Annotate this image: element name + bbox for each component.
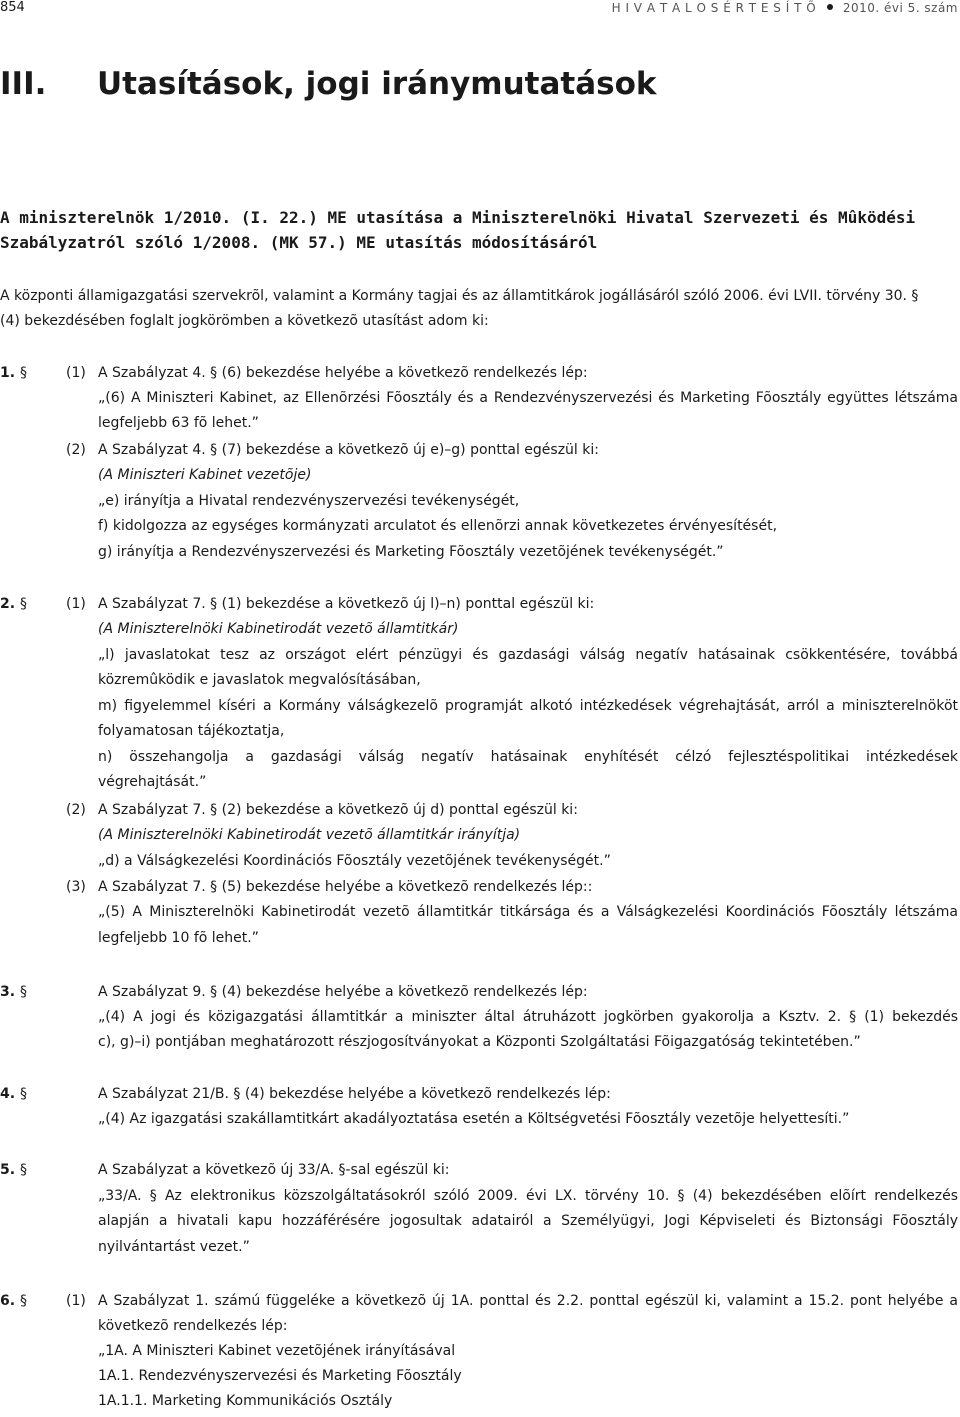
journal-name: H I V A T A L O S É R T E S Í T Õ <box>611 1 817 15</box>
text-line: „1A. A Miniszteri Kabinet vezetõjének irányításával <box>98 1343 456 1359</box>
section-number: 6. <box>0 1293 16 1309</box>
text-line: „l) javaslatokat tesz az országot elért pénzügyi és gazdasági válság negatív hatásainak csökkentésére, továbbá <box>98 647 958 663</box>
chapter-title: Utasítások, jogi iránymutatások <box>97 66 657 102</box>
section-sign: § <box>20 1162 27 1178</box>
section-sign: § <box>20 1086 27 1102</box>
running-head <box>612 0 958 16</box>
subsection-number: (3) <box>66 879 86 895</box>
section-sign: § <box>20 365 27 381</box>
text-line: A Szabályzat 7. § (5) bekezdése helyébe a következõ rendelkezés lép:: <box>98 879 593 895</box>
text-line: 1A.1.1. Marketing Kommunikációs Osztály <box>98 1393 393 1409</box>
text-line: m) figyelemmel kíséri a Kormány válságkezelõ programját alkotó intézkedések végrehajtását, arról a miniszterelnököt <box>98 698 958 714</box>
text-line: közremûködik e javaslatok megvalósításában, <box>98 672 421 688</box>
text-line: A Szabályzat 4. § (6) bekezdése helyébe a következõ rendelkezés lép: <box>98 365 588 381</box>
section-sign: § <box>20 984 27 1000</box>
text-line: alapján a hivatali kapu hozzáférésére jogosultak adatairól a Személyügyi, Jogi Képviseleti és Biztonsági Fõosztály <box>98 1213 958 1229</box>
chapter-heading <box>0 64 960 104</box>
text-line: f) kidolgozza az egységes kormányzati arculatot és ellenõrzi annak következetes érvényesítését, <box>98 518 778 534</box>
title-line: Szabályzatról szóló 1/2008. (MK 57.) ME utasítás módosításáról <box>0 233 598 252</box>
text-line: g) irányítja a Rendezvényszervezési és Marketing Fõosztály vezetõjének tevékenységét.” <box>98 544 724 560</box>
subsection-number: (1) <box>66 596 86 612</box>
text-line: „(5) A Miniszterelnöki Kabinetirodát vezetõ államtitkár titkársága és a Válságkezelési Koordinációs Fõosztály létszáma <box>98 904 958 920</box>
text-line: „d) a Válságkezelési Koordinációs Fõosztály vezetõjének tevékenységét.” <box>98 853 611 869</box>
text-line: végrehajtását.” <box>98 774 207 790</box>
text-line: A Szabályzat 9. § (4) bekezdése helyébe a következõ rendelkezés lép: <box>98 984 588 1000</box>
text-line: n) összehangolja a gazdasági válság negatív hatásainak enyhítését célzó fejlesztéspolitikai intézkedések <box>98 749 958 765</box>
text-line: A Szabályzat 7. § (2) bekezdése a következõ új d) ponttal egészül ki: <box>98 802 578 818</box>
preamble-line: A központi államigazgatási szervekrõl, valamint a Kormány tagjai és az államtitkárok jogállásáról szóló 2006. évi LVII. törvény 30. § <box>0 288 919 304</box>
section-number: 2. <box>0 596 16 612</box>
text-line: 1A.1. Rendezvényszervezési és Marketing Fõosztály <box>98 1368 462 1384</box>
text-line: A Szabályzat 1. számú függeléke a következõ új 1A. ponttal és 2.2. ponttal egészül ki, valamint a 15.2. pont helyébe a <box>98 1293 958 1309</box>
preamble <box>0 284 960 334</box>
page-number: 854 <box>0 0 25 15</box>
section-sign: § <box>20 596 27 612</box>
title-line: A miniszterelnök 1/2010. (I. 22.) ME utasítása a Miniszterelnöki Hivatal Szervezeti és Mûködési <box>0 208 916 227</box>
text-line: „33/A. § Az elektronikus közszolgáltatásokról szóló 2009. évi LX. törvény 10. § (4) bekezdésében elõírt rendelkezés <box>98 1188 958 1204</box>
bullet-dot-icon <box>827 4 833 10</box>
text-line: következõ rendelkezés lép: <box>98 1318 288 1334</box>
text-line: „(4) A jogi és közigazgatási államtitkár a miniszter által átruházott jogkörben gyakorolja a Ksztv. 2. § (1) bekezdés <box>98 1009 958 1025</box>
subsection-number: (1) <box>66 365 86 381</box>
text-line: nyilvántartást vezet.” <box>98 1239 250 1255</box>
text-line: „(6) A Miniszteri Kabinet, az Ellenõrzési Fõosztály és a Rendezvényszervezési és Marketing Fõosztály együttes létszáma <box>98 390 958 406</box>
preamble-line: (4) bekezdésében foglalt jogkörömben a következõ utasítást adom ki: <box>0 313 489 329</box>
subsection-number: (1) <box>66 1293 86 1309</box>
text-line: legfeljebb 10 fõ lehet.” <box>98 930 259 946</box>
text-line: A Szabályzat a következõ új 33/A. §-sal egészül ki: <box>98 1162 450 1178</box>
text-line: „e) irányítja a Hivatal rendezvényszervezési tevékenységét, <box>98 493 520 509</box>
subsection-number: (2) <box>66 802 86 818</box>
text-line: „(4) Az igazgatási szakállamtitkárt akadályoztatása esetén a Költségvetési Fõosztály vezetõje helyettesíti.” <box>98 1111 850 1127</box>
text-line: A Szabályzat 4. § (7) bekezdése a következõ új e)–g) ponttal egészül ki: <box>98 442 599 458</box>
text-line: legfeljebb 63 fõ lehet.” <box>98 415 259 431</box>
section-number: 4. <box>0 1086 16 1102</box>
chapter-number: III. <box>0 66 47 102</box>
text-line: folyamatosan tájékoztatja, <box>98 723 285 739</box>
section-number: 3. <box>0 984 16 1000</box>
text-line: c), g)–i) pontjában meghatározott részjogosítványokat a Központi Szolgáltatási Fõigazgatóság tekintetében.” <box>98 1034 861 1050</box>
text-line: A Szabályzat 21/B. § (4) bekezdése helyébe a következõ rendelkezés lép: <box>98 1086 611 1102</box>
text-line: (A Miniszterelnöki Kabinetirodát vezetõ államtitkár irányítja) <box>98 827 521 843</box>
text-line: A Szabályzat 7. § (1) bekezdése a következõ új l)–n) ponttal egészül ki: <box>98 596 595 612</box>
section-number: 1. <box>0 365 16 381</box>
document-title <box>0 205 960 255</box>
subsection-number: (2) <box>66 442 86 458</box>
section-number: 5. <box>0 1162 16 1178</box>
text-line: (A Miniszterelnöki Kabinetirodát vezetõ államtitkár) <box>98 621 459 637</box>
text-line: (A Miniszteri Kabinet vezetõje) <box>98 467 312 483</box>
section-sign: § <box>20 1293 27 1309</box>
page-header <box>0 0 960 22</box>
issue-label: 2010. évi 5. szám <box>842 1 958 15</box>
